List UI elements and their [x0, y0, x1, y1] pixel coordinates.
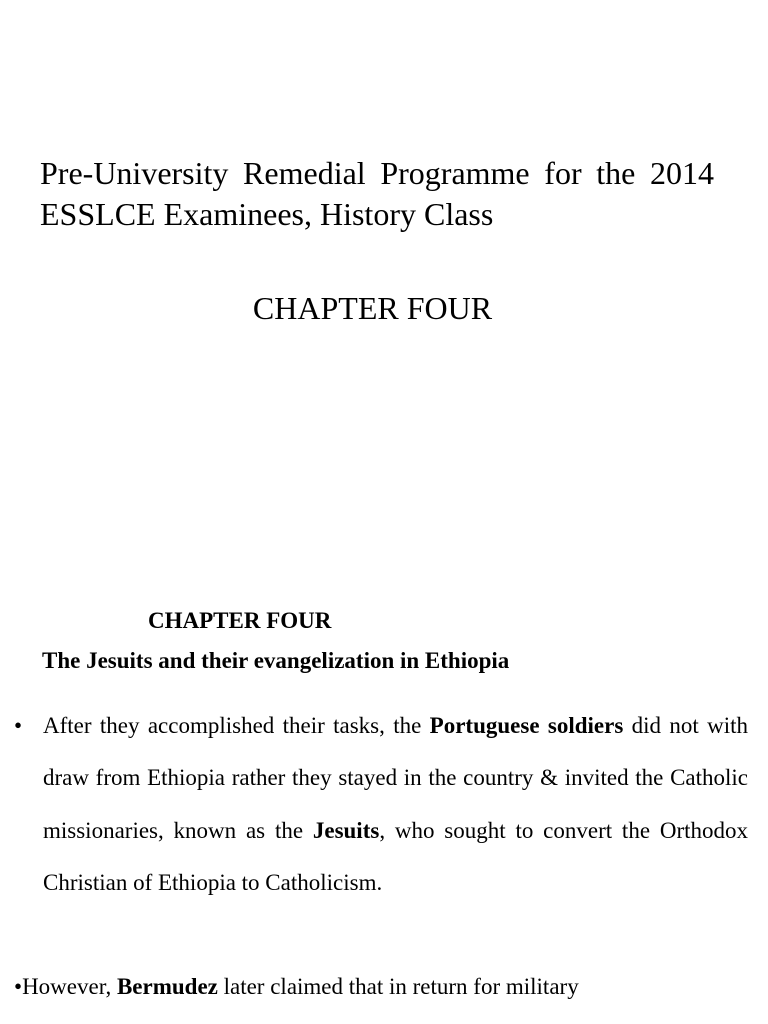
slide-title: Pre-University Remedial Programme for the 2014 ESSLCE Examinees, History Class — [40, 155, 714, 232]
bullet-2-text-part-2: later claimed that in return for military — [217, 974, 579, 999]
chapter-heading: CHAPTER FOUR — [148, 608, 332, 633]
bullet-1-text-part-3: , who sought to convert the Orthodox Christian of Ethiopia to Catholicism. — [43, 817, 748, 895]
bullet-2-bold-bermudez: Bermudez — [116, 974, 218, 999]
bullet-text-1 — [43, 700, 748, 909]
bullet-1-text-part-2: did not with draw from Ethiopia rather they stayed in the country & invited the Catholic missionaries, known as the — [43, 713, 748, 843]
section-subheading: The Jesuits and their evangelization in Ethiopia — [42, 648, 510, 673]
bullet-2-text-part-1: However, — [22, 974, 117, 999]
bullet-1-bold-portuguese-soldiers: Portuguese soldiers — [429, 713, 624, 738]
slide-subtitle: CHAPTER FOUR — [252, 290, 493, 326]
bullet-icon: • — [14, 974, 23, 999]
bullet-paragraph-1 — [14, 700, 748, 909]
bullet-paragraph-2 — [14, 961, 748, 1013]
bullet-1-bold-jesuits: Jesuits — [312, 817, 380, 843]
bullet-1-text-part-1: After they accomplished their tasks, the — [43, 713, 430, 738]
bullet-icon: • — [14, 713, 23, 738]
